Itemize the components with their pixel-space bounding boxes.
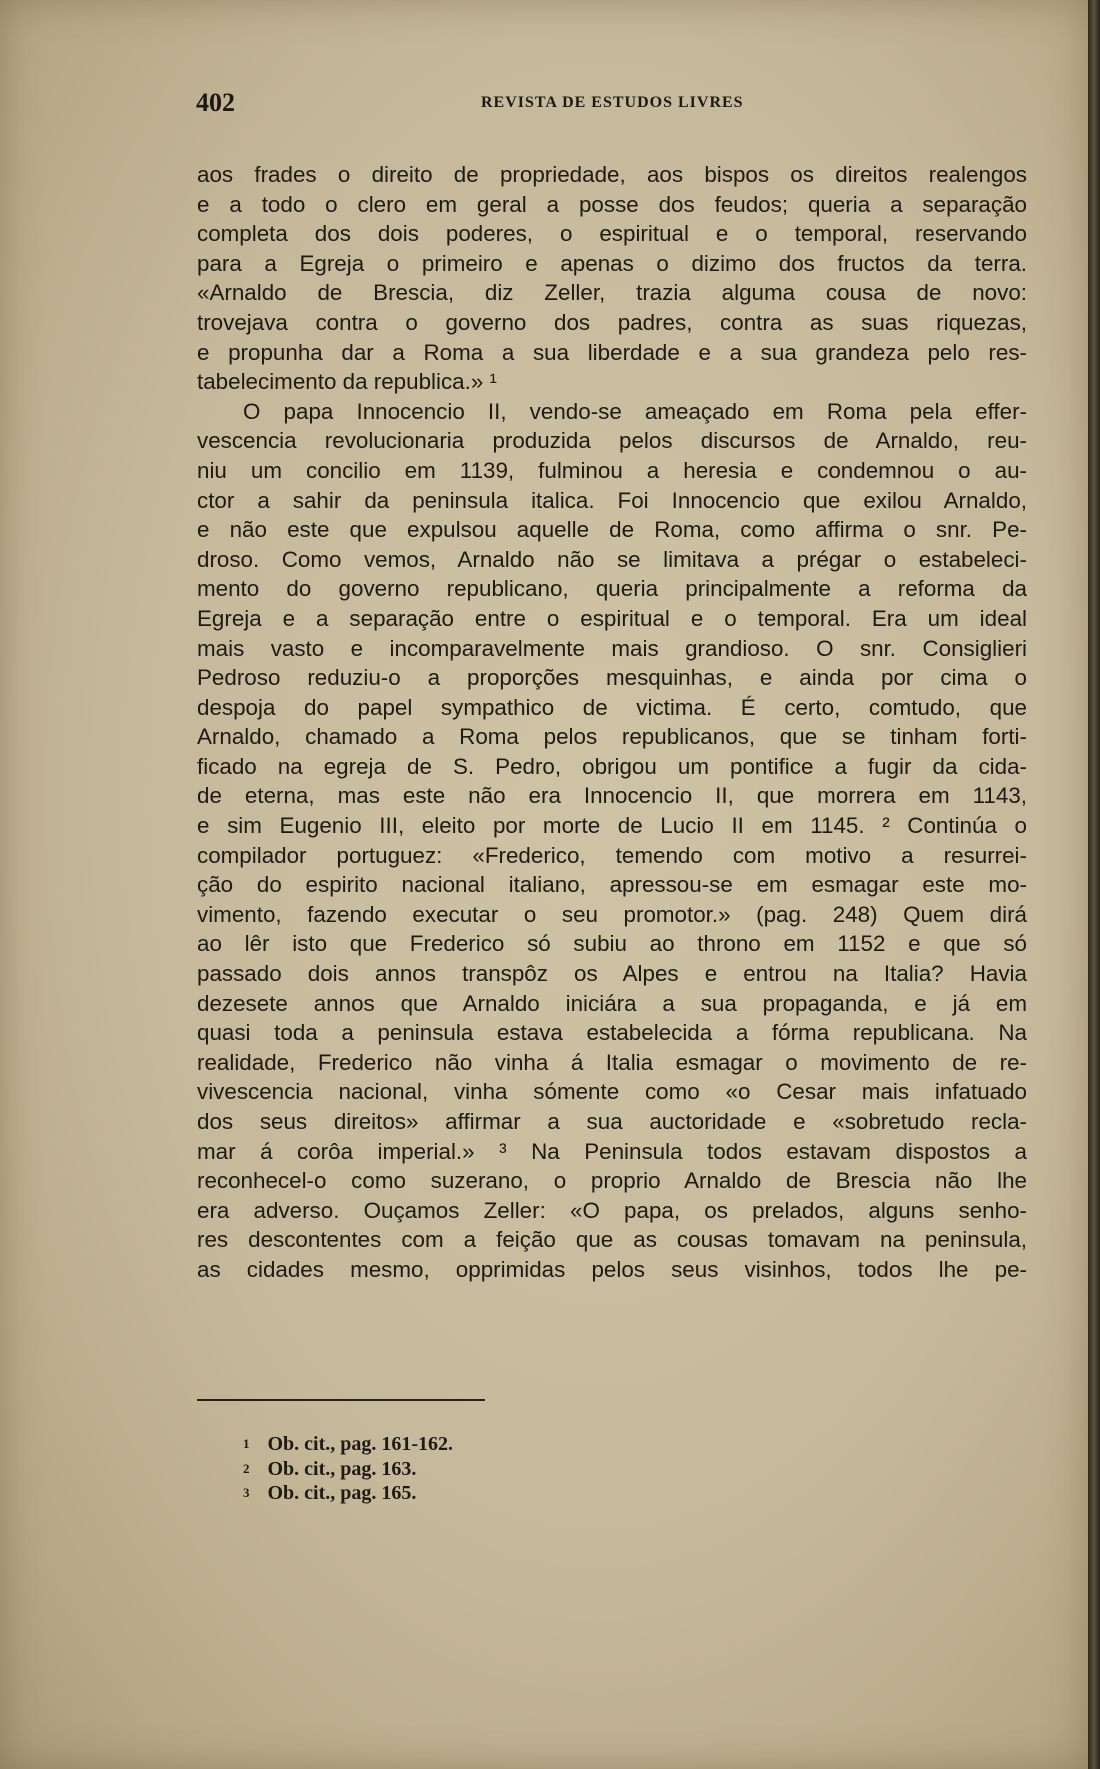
text-line: e a todo o clero em geral a posse dos feudos; queria a separação — [197, 191, 1027, 217]
text-line: ctor a sahir da peninsula italica. Foi Innocencio que exilou Arnaldo, — [197, 487, 1027, 513]
text-line: ção do espirito nacional italiano, apressou-se em esmagar este mo- — [197, 872, 1027, 898]
text-line: niu um concilio em 1139, fulminou a heresia e condemnou o au- — [197, 457, 1027, 483]
text-line: trovejava contra o governo dos padres, contra as suas riquezas, — [197, 309, 1027, 335]
text-line: Arnaldo, chamado a Roma pelos republicanos, que se tinham forti- — [197, 724, 1027, 750]
text-line: de eterna, mas este não era Innocencio II, que morrera em 1143, — [197, 783, 1027, 809]
text-line: vimento, fazendo executar o seu promotor.» (pag. 248) Quem dirá — [197, 901, 1027, 927]
page-header — [196, 88, 1026, 122]
text-line: mento do governo republicano, queria principalmente a reforma da — [197, 576, 1027, 602]
page-number: 402 — [196, 88, 235, 117]
text-line: O papa Innocencio II, vendo-se ameaçado em Roma pela effer- — [243, 398, 1027, 424]
text-line: despoja do papel sympathico de victima. É certo, comtudo, que — [197, 694, 1027, 720]
text-line: dos seus direitos» affirmar a sua auctoridade e «sobretudo recla- — [197, 1109, 1027, 1134]
footnote-text: Ob. cit., pag. 165. — [267, 1482, 417, 1504]
footnote-mark: 2 — [243, 1460, 250, 1476]
text-line: era adverso. Ouçamos Zeller: «O papa, os prelados, alguns senho- — [197, 1197, 1027, 1223]
text-line: dezesete annos que Arnaldo iniciára a sua propaganda, e já em — [197, 990, 1027, 1016]
text-line: mar á corôa imperial.» ³ Na Peninsula todos estavam dispostos a — [197, 1138, 1027, 1164]
text-line: res descontentes com a feição que as cousas tomavam na peninsula, — [197, 1227, 1027, 1253]
footnote-text: Ob. cit., pag. 161-162. — [267, 1433, 454, 1455]
footnote-text: Ob. cit., pag. 163. — [267, 1457, 417, 1480]
text-line: tabelecimento da republica.» ¹ — [197, 369, 497, 395]
footnote — [243, 1457, 743, 1482]
text-line: aos frades o direito de propriedade, aos bispos os direitos realengos — [197, 162, 1027, 187]
footnotes — [243, 1432, 743, 1506]
text-line: ficado na egreja de S. Pedro, obrigou um pontifice a fugir da cida- — [197, 753, 1027, 779]
text-line: mais vasto e incomparavelmente mais grandioso. O snr. Consiglieri — [197, 635, 1027, 661]
text-line: quasi toda a peninsula estava estabelecida a fórma republicana. Na — [197, 1020, 1027, 1046]
text-line: e não este que expulsou aquelle de Roma, como affirma o snr. Pe- — [197, 517, 1027, 543]
footnote — [243, 1432, 743, 1457]
footnote-divider — [197, 1399, 485, 1401]
text-line: realidade, Frederico não vinha á Italia esmagar o movimento de re- — [197, 1049, 1027, 1075]
text-line: passado dois annos transpôz os Alpes e entrou na Italia? Havia — [197, 961, 1027, 987]
text-line: para a Egreja o primeiro e apenas o dizimo dos fructos da terra. — [197, 250, 1027, 276]
text-line: Pedroso reduziu-o a proporções mesquinhas, e ainda por cima o — [197, 665, 1027, 691]
text-line: e propunha dar a Roma a sua liberdade e a sua grandeza pelo res- — [197, 339, 1027, 365]
text-line: compilador portuguez: «Frederico, temendo com motivo a resurrei- — [197, 842, 1027, 868]
running-title: REVISTA DE ESTUDOS LIVRES — [481, 94, 744, 111]
text-line: ao lêr isto que Frederico só subiu ao throno em 1152 e que só — [197, 931, 1027, 957]
text-line: «Arnaldo de Brescia, diz Zeller, trazia alguma cousa de novo: — [197, 280, 1027, 306]
text-line: vescencia revolucionaria produzida pelos discursos de Arnaldo, reu- — [197, 428, 1027, 454]
body-text — [197, 160, 1027, 1285]
footnote-mark: 3 — [243, 1485, 250, 1500]
text-line: Egreja e a separação entre o espiritual e o temporal. Era um ideal — [197, 605, 1027, 631]
text-line: vivescencia nacional, vinha sómente como «o Cesar mais infatuado — [197, 1079, 1027, 1105]
footnote-mark: 1 — [243, 1436, 250, 1451]
text-line: droso. Como vemos, Arnaldo não se limitava a prégar o estabeleci- — [197, 546, 1027, 572]
footnote — [243, 1481, 743, 1506]
text-line: reconhecel-o como suzerano, o proprio Arnaldo de Brescia não lhe — [197, 1168, 1027, 1194]
text-line: e sim Eugenio III, eleito por morte de Lucio II em 1145. ² Continúa o — [197, 813, 1027, 839]
book-spine-edge — [1088, 0, 1100, 1769]
text-line: completa dos dois poderes, o espiritual e o temporal, reservando — [197, 221, 1027, 247]
text-line: as cidades mesmo, opprimidas pelos seus visinhos, todos lhe pe- — [197, 1256, 1027, 1282]
